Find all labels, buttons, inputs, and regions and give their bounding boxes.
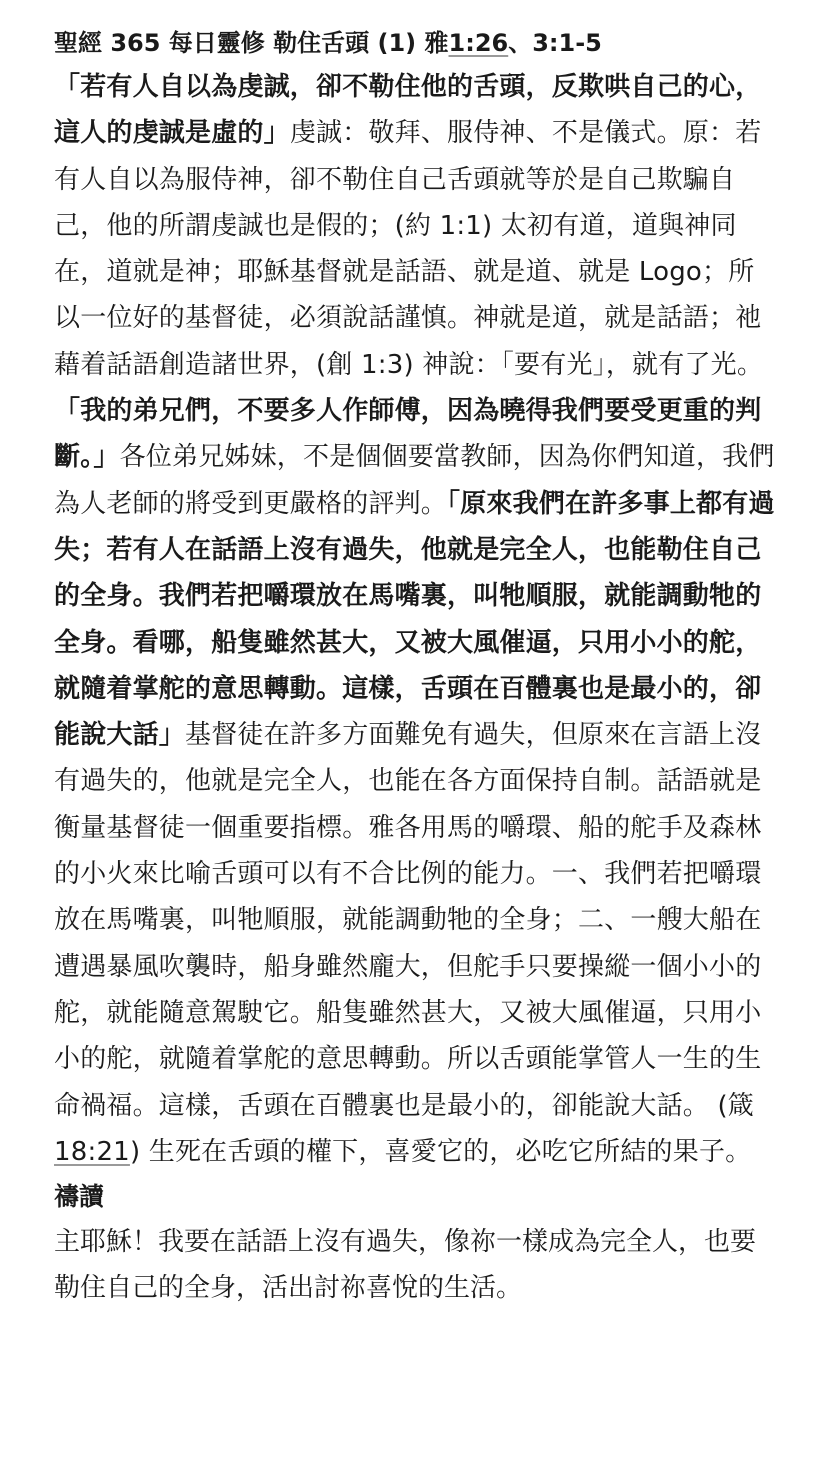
scripture-reference-link[interactable]: 18:21	[54, 1136, 130, 1167]
title-prefix: 聖經 365 每日靈修 勒住舌頭 (1) 雅	[54, 29, 449, 57]
devotional-passage	[54, 64, 776, 1175]
scripture-quote: 「原來我們在許多事上都有過失；若有人在話語上沒有過失，他就是完全人，也能勒住自己的全身。我們若把嚼環放在馬嘴裏，叫牠順服，就能調動牠的全身。看哪，船隻雖然甚大，又被大風催逼，只用小小的舵，就隨着掌舵的意思轉動。這樣，舌頭在百體裏也是最小的，卻能說大話」	[54, 488, 775, 751]
commentary-text: 虔誠：敬拜、服侍神、不是儀式。原：若有人自以為服侍神，卻不勒住自己舌頭就等於是自己欺騙自己，他的所謂虔誠也是假的；(約 1:1) 太初有道，道與神同在，道就是神；耶穌基督就是話語、就是道、就是 Logo；所以一位好的基督徒，必須說話謹慎。神就是道，就是話語；祂藉着話語創造諸世界，(創 1:3) 神說：「要有光」，就有了光。	[54, 118, 764, 380]
scripture-quote: 「我的弟兄們，不要多人作師傅，因為曉得我們要受更重的判斷。」	[54, 396, 762, 473]
commentary-text: ) 生死在舌頭的權下，喜愛它的，必吃它所結的果子。	[129, 1136, 752, 1167]
devotional-page	[54, 26, 776, 1311]
prayer-text: 主耶穌！我要在話語上沒有過失，像祢一樣成為完全人，也要勒住自己的全身，活出討祢喜悅的生活。	[54, 1227, 757, 1304]
title-scripture-reference[interactable]: 1:26	[448, 29, 509, 57]
page-title	[54, 26, 776, 60]
prayer-heading: 禱讀	[54, 1182, 105, 1212]
scripture-quote: 「若有人自以為虔誠，卻不勒住他的舌頭，反欺哄自己的心，這人的虔誠是虛的」	[54, 72, 762, 149]
commentary-text: 基督徒在許多方面難免有過失，但原來在言語上沒有過失的，他就是完全人，也能在各方面保持自制。話語就是衡量基督徒一個重要指標。雅各用馬的嚼環、船的舵手及森林的小火來比喻舌頭可以有不合比例的能力。一、我們若把嚼環放在馬嘴裏，叫牠順服，就能調動牠的全身；二、一艘大船在遭遇暴風吹襲時，船身雖然龐大，但舵手只要操縱一個小小的舵，就能隨意駕駛它。船隻雖然甚大，又被大風催逼，只用小小的舵，就隨着掌舵的意思轉動。所以舌頭能掌管人一生的生命禍福。這樣，舌頭在百體裏也是最小的，卻能說大話。 (箴	[54, 720, 762, 1121]
title-suffix: 、3:1-5	[508, 29, 602, 57]
commentary-text: 各位弟兄姊妹，不是個個要當教師，因為你們知道，我們為人老師的將受到更嚴格的評判。	[54, 442, 775, 519]
